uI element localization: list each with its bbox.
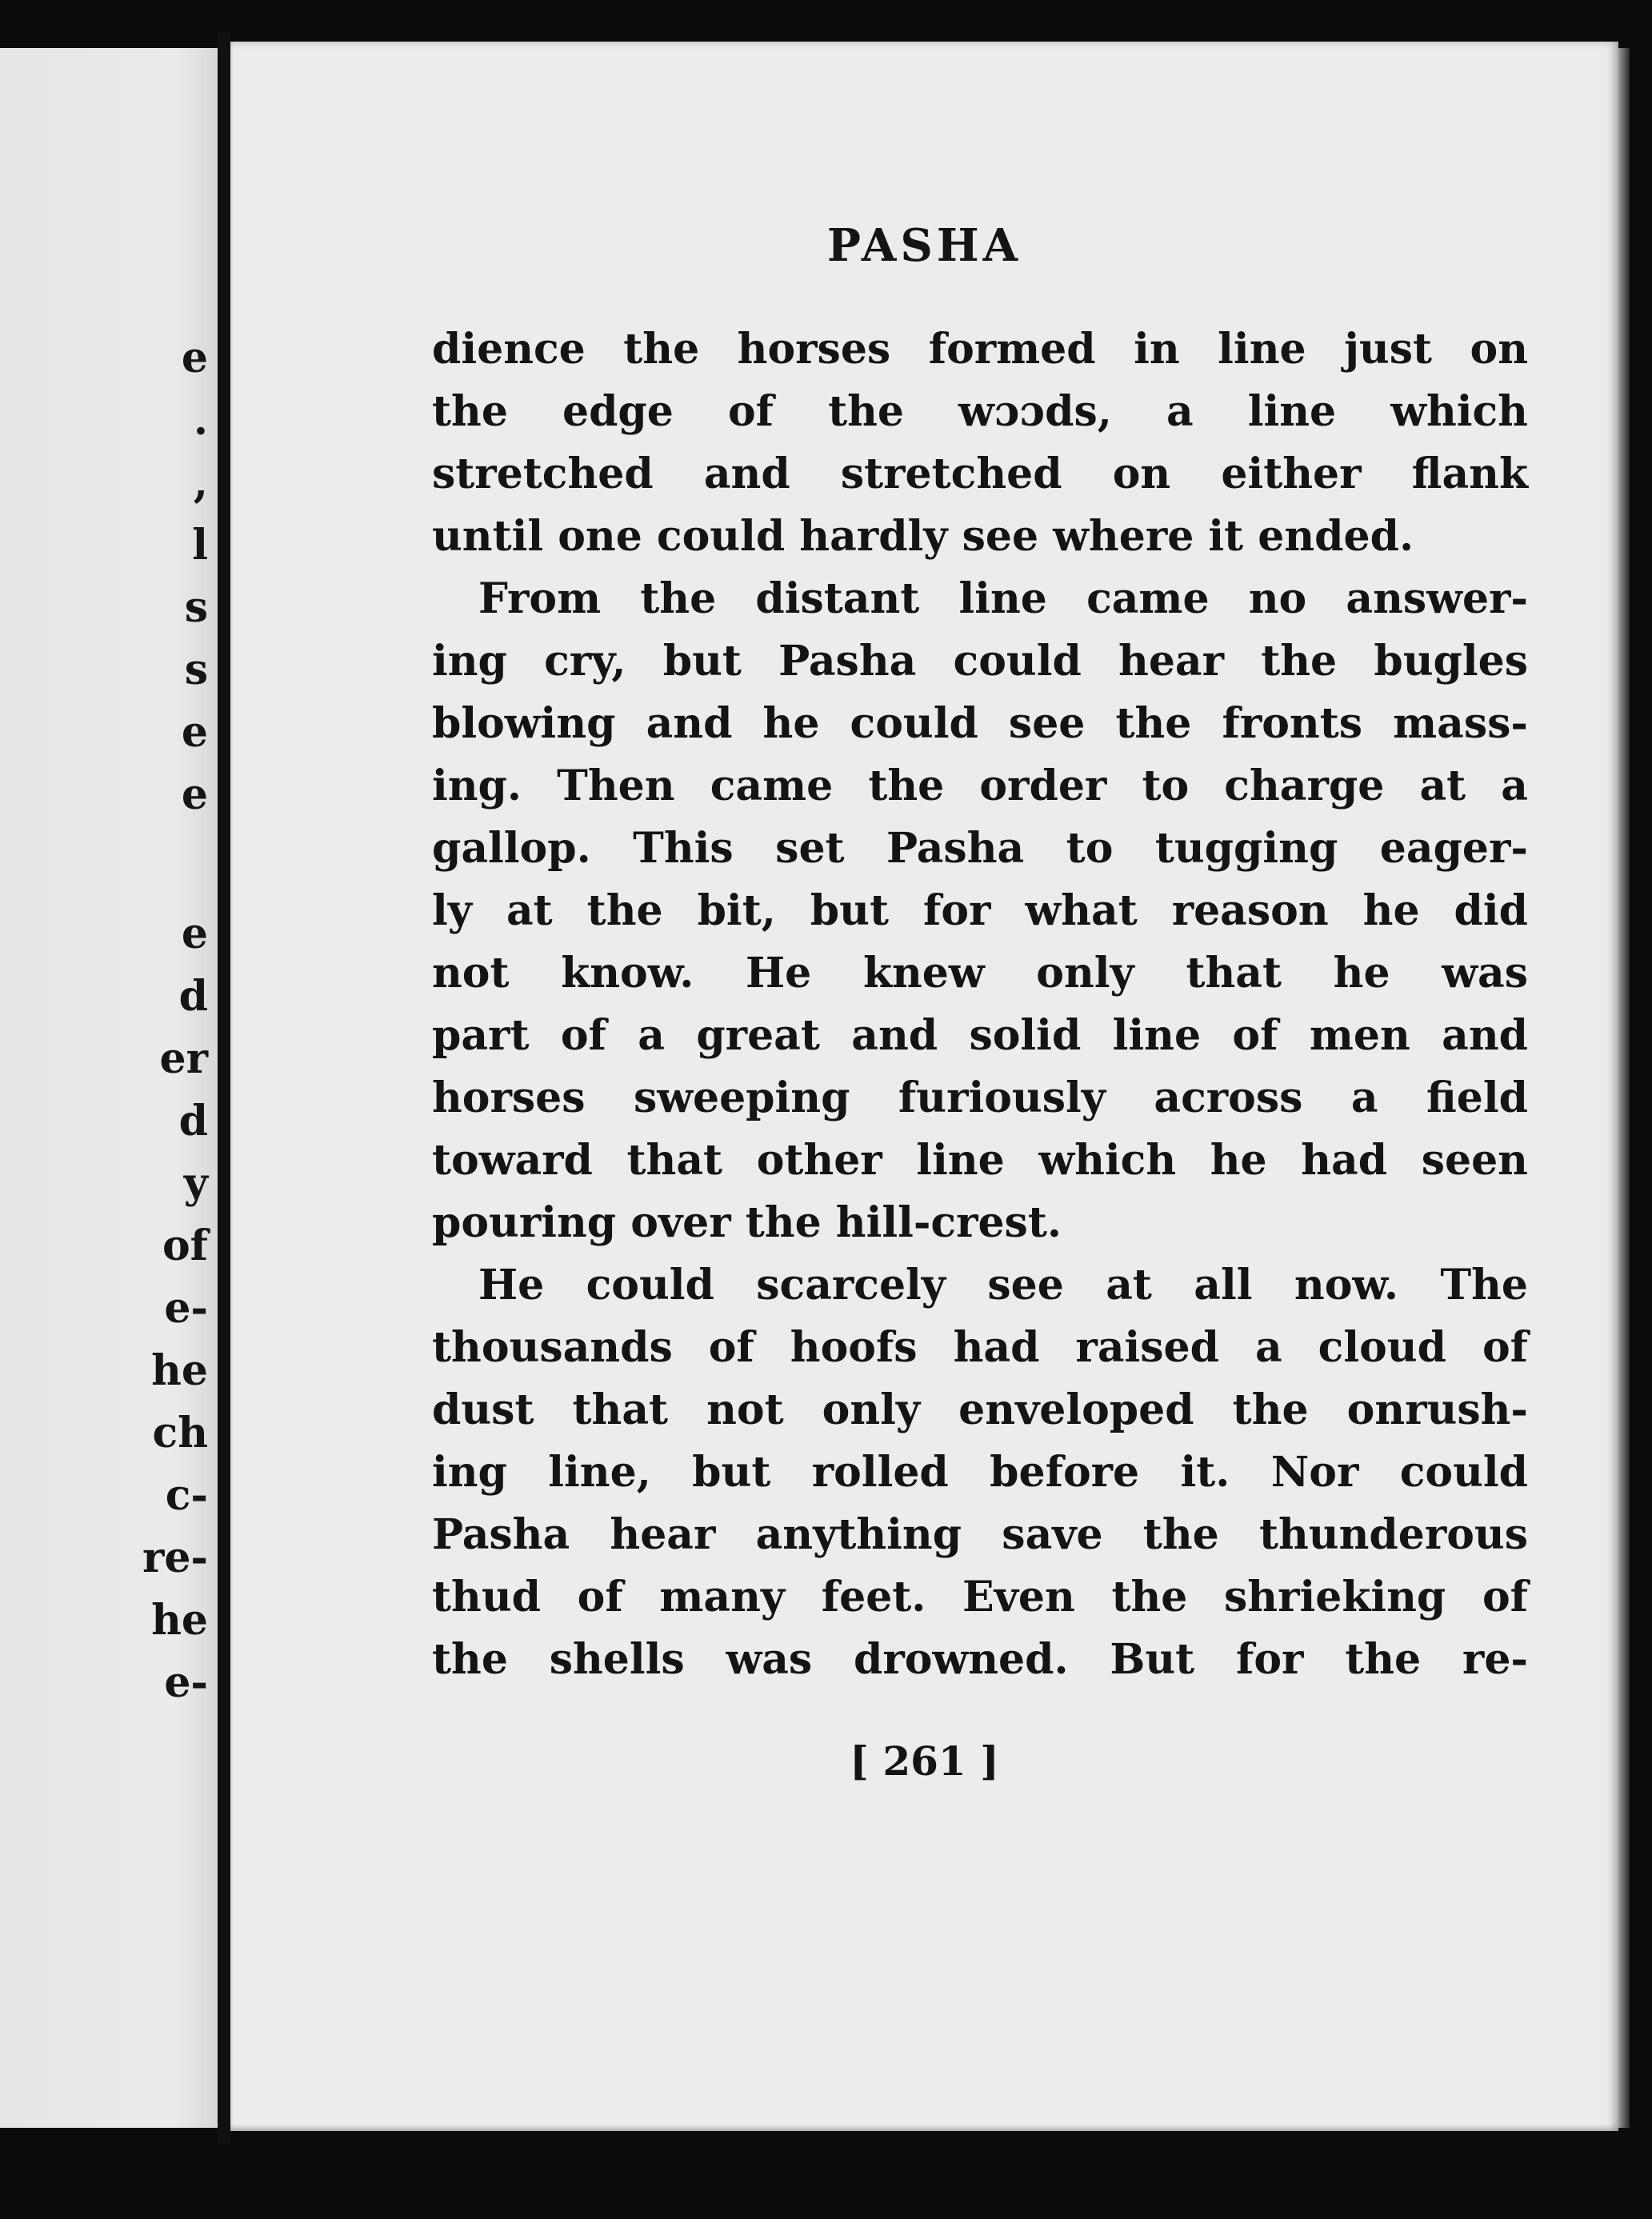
text-line: pouring over the hill-crest.	[432, 1198, 1062, 1247]
text-line: From the distant line came no answer-	[478, 574, 1528, 623]
text-line: the edge of the wɔɔds, a line which	[432, 387, 1528, 436]
left-fragment: he	[151, 1346, 208, 1395]
text-line: dience the horses formed in line just on	[432, 325, 1528, 374]
text-line: thud of many feet. Even the shrieking of	[432, 1573, 1528, 1621]
text-line: Pasha hear anything save the thunderous	[432, 1510, 1528, 1559]
left-fragment: e	[181, 708, 208, 757]
page-edge-shadow	[1618, 48, 1630, 2128]
left-fragment: d	[178, 972, 208, 1021]
text-line: not know. He knew only that he was	[432, 949, 1528, 998]
right-page	[230, 42, 1618, 2131]
text-line: stretched and stretched on either flank	[432, 450, 1528, 498]
text-line: thousands of hoofs had raised a cloud of	[432, 1323, 1528, 1372]
left-fragment: ,	[193, 458, 208, 507]
text-line: ly at the bit, but for what reason he did	[432, 886, 1528, 935]
book-gutter	[218, 32, 230, 2144]
text-line: ing. Then came the order to charge at a	[432, 762, 1528, 810]
page-number: [ 261 ]	[850, 1737, 999, 1785]
left-fragment: y	[183, 1159, 208, 1208]
left-fragment: he	[151, 1596, 208, 1645]
text-line: the shells was drowned. But for the re-	[432, 1635, 1528, 1684]
left-facing-page	[0, 48, 218, 2128]
text-line: gallop. This set Pasha to tugging eager-	[432, 824, 1528, 873]
text-line: toward that other line which he had seen	[432, 1136, 1528, 1185]
left-fragment: s	[184, 646, 208, 694]
text-line: horses sweeping furiously across a field	[432, 1074, 1528, 1122]
text-line: until one could hardly see where it ended.	[432, 512, 1414, 561]
left-fragment: e	[181, 770, 208, 819]
left-fragment: of	[162, 1221, 208, 1270]
left-fragment: s	[184, 583, 208, 632]
left-fragment: l	[192, 521, 208, 570]
left-fragment: e-	[164, 1658, 208, 1707]
left-fragment: re-	[142, 1533, 208, 1582]
left-fragment: e	[181, 910, 208, 958]
left-fragment: c-	[165, 1471, 208, 1520]
text-line: part of a great and solid line of men and	[432, 1011, 1528, 1060]
left-fragment: e	[181, 334, 208, 382]
text-line: blowing and he could see the fronts mass-	[432, 699, 1528, 748]
text-line: ing line, but rolled before it. Nor could	[432, 1448, 1528, 1497]
left-fragment: e-	[164, 1284, 208, 1333]
text-line: ing cry, but Pasha could hear the bugles	[432, 637, 1528, 686]
left-fragment: d	[178, 1097, 208, 1145]
left-fragment: .	[193, 396, 208, 445]
left-fragment: er	[159, 1034, 208, 1083]
text-line: dust that not only enveloped the onrush-	[432, 1385, 1528, 1434]
left-fragment: ch	[152, 1409, 208, 1457]
text-line: He could scarcely see at all now. The	[478, 1261, 1528, 1309]
running-head: PASHA	[826, 219, 1022, 272]
